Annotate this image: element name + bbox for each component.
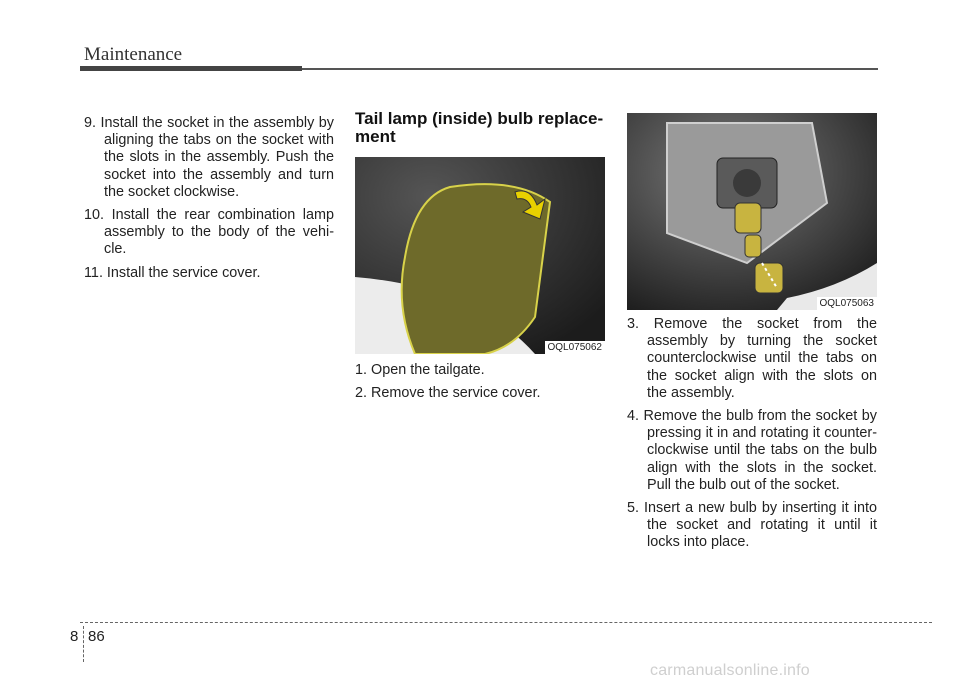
step-4: 4. Remove the bulb from the socket by pressing it in and rotating it counter-clockwise until the tabs on the bulb align with the slots in the socket. Pull the bulb out of the socket.: [627, 408, 877, 493]
watermark: carmanualsonline.info: [650, 662, 810, 679]
right-column: [627, 316, 877, 558]
section-number: 8: [70, 628, 79, 645]
page-number: 86: [88, 628, 105, 645]
step-2: 2. Remove the service cover.: [355, 385, 541, 402]
figure-code: OQL075062: [545, 341, 606, 354]
footer-divider: [83, 626, 84, 662]
step-10: 10. Install the rear combination lamp assembly to the body of the vehi-cle.: [84, 207, 334, 258]
footer-rule: [80, 622, 932, 623]
step-1: 1. Open the tailgate.: [355, 362, 485, 378]
header-rule: [302, 68, 878, 70]
section-title: Tail lamp (inside) bulb replace-ment: [355, 109, 604, 146]
step-9: 9. Install the socket in the assembly by aligning the tabs on the socket with the slots in the assembly. Push the socket into the assembly and turn the socket clockwise.: [84, 115, 334, 200]
step-3: 3. Remove the socket from the assembly by turning the socket counterclockwise until the tabs on the socket align with the slots on the assembly.: [627, 316, 877, 401]
step-11: 11. Install the service cover.: [84, 264, 261, 281]
figure-service-cover: [355, 157, 605, 354]
middle-column: [355, 362, 605, 408]
figure-code: OQL075063: [817, 297, 878, 310]
service-cover-illustration: [355, 157, 605, 354]
header-bar: [80, 66, 302, 71]
step-5: 5. Insert a new bulb by inserting it into the socket and rotating it until it locks into place.: [627, 500, 877, 551]
socket-illustration: [627, 113, 877, 310]
left-column: [84, 115, 334, 288]
page-header-title: Maintenance: [84, 44, 183, 65]
figure-socket-removal: [627, 113, 877, 310]
